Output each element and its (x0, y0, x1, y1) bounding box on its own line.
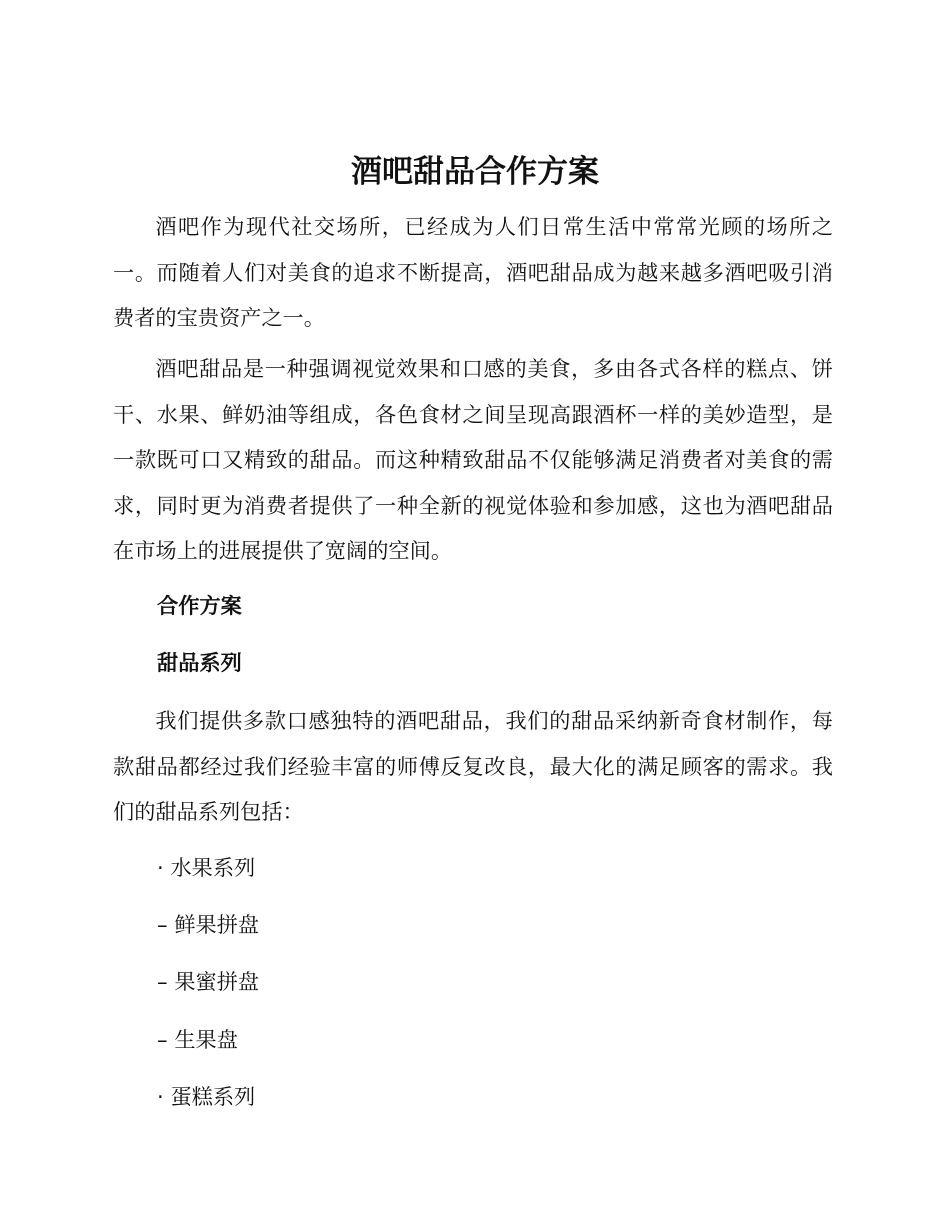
list-subitem: – 生果盘 (157, 1027, 238, 1052)
list-item-fruit-series: · 水果系列 (157, 855, 256, 880)
section-heading: 合作方案 (157, 593, 242, 618)
list-subitem: – 果蜜拼盘 (157, 969, 260, 994)
document-title: 酒吧甜品合作方案 (351, 154, 599, 190)
list-subitem: – 鲜果拼盘 (157, 912, 260, 937)
list-item-cake-series: · 蛋糕系列 (157, 1084, 256, 1109)
series-intro-paragraph: 我们提供多款口感独特的酒吧甜品，我们的甜品采纳新奇食材制作，每款甜品都经过我们经验丰富的师傅反复改良，最大化的满足顾客的需求。我们的甜品系列包括： (113, 708, 833, 825)
intro-paragraph-2: 酒吧甜品是一种强调视觉效果和口感的美食，多由各式各样的糕点、饼干、水果、鲜奶油等组成，各色食材之间呈现高跟酒杯一样的美妙造型，是一款既可口又精致的甜品。而这种精致甜品不仅能够满足消费者对美食的需求，同时更为消费者提供了一种全新的视觉体验和参加感，这也为酒吧甜品在市场上的进展提供了宽阔的空间。 (113, 356, 833, 564)
intro-paragraph-1: 酒吧作为现代社交场所，已经成为人们日常生活中常常光顾的场所之一。而随着人们对美食的追求不断提高，酒吧甜品成为越来越多酒吧吸引消费者的宝贵资产之一。 (113, 214, 833, 331)
subsection-heading: 甜品系列 (157, 650, 242, 675)
